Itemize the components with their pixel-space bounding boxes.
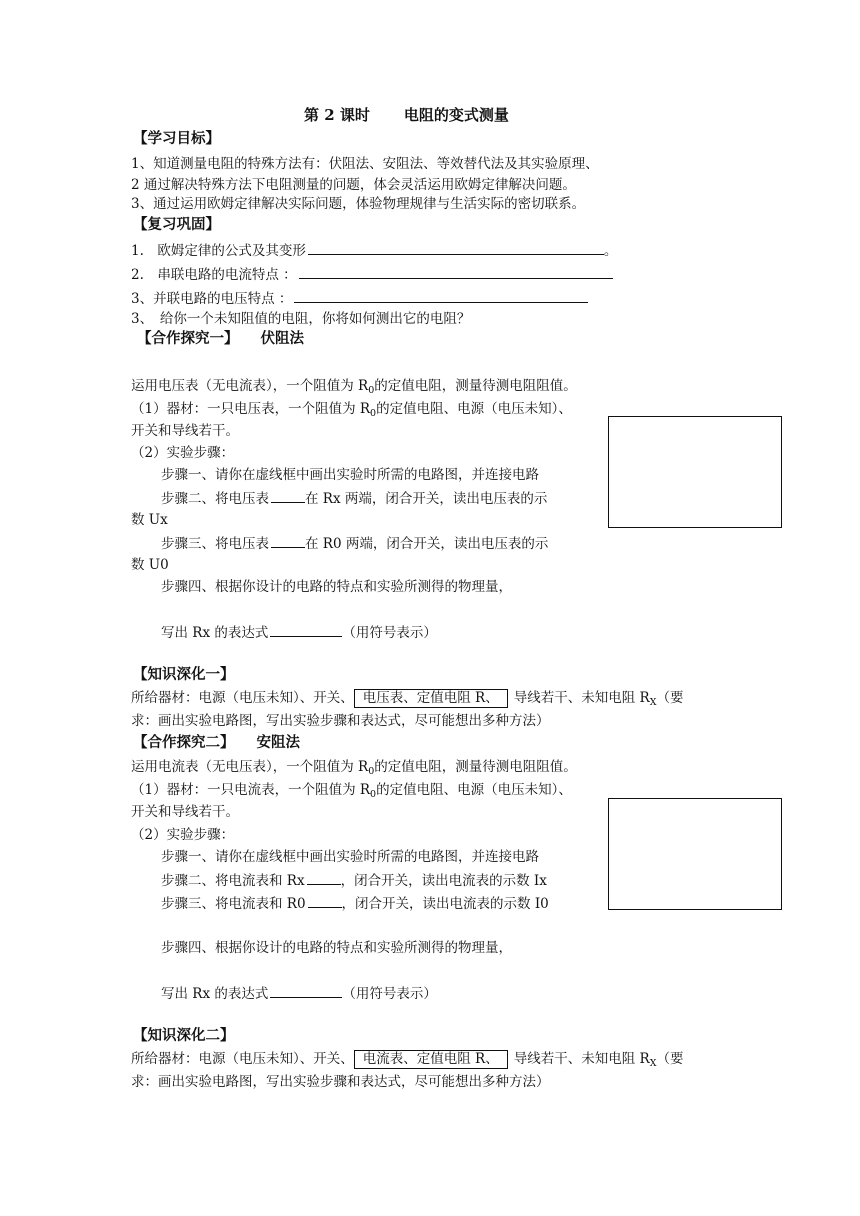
explore1-step-3 bbox=[161, 534, 548, 553]
page-title bbox=[304, 106, 509, 124]
subscript: 0 bbox=[368, 766, 375, 777]
text: 步骤三、将电流表和 R0 bbox=[161, 896, 306, 912]
text: 运用电流表（无电压表），一个阻值为 R bbox=[131, 759, 369, 775]
subscript: 0 bbox=[370, 789, 377, 800]
explore1-expression bbox=[161, 623, 437, 642]
text: 写出 Rx 的表达式 bbox=[161, 986, 269, 1002]
review-question-1 bbox=[131, 241, 617, 260]
answer-blank[interactable] bbox=[271, 534, 305, 548]
answer-blank[interactable] bbox=[308, 894, 342, 908]
goal-item: 2 通过解决特殊方法下电阻测量的问题，体会灵活运用欧姆定律解决问题。 bbox=[131, 177, 576, 193]
lesson-number: 第 2 课时 bbox=[304, 106, 370, 124]
question-text: 2. 串联电路的电流特点 ： bbox=[131, 267, 297, 283]
explore2-intro bbox=[131, 758, 577, 781]
question-text: 3、并联电路的电压特点 ： bbox=[131, 291, 293, 307]
text: 所给器材：电源（电压未知）、开关、 bbox=[131, 690, 354, 706]
explore2-expression bbox=[161, 984, 437, 1003]
text: 步骤二、将电流表和 Rx bbox=[161, 873, 305, 889]
text: （1）器材：一只电压表，一个阻值为 R bbox=[131, 401, 371, 417]
explore1-step-2-cont: 数 Ux bbox=[131, 512, 168, 528]
goal-item: 1、知道测量电阻的特殊方法有：伏阻法、安阻法、等效替代法及其实验原理、 bbox=[131, 156, 599, 172]
text: 步骤二、将电压表 bbox=[161, 491, 269, 507]
boxed-equipment: 电压表、定值电阻 R、 bbox=[354, 689, 508, 708]
text: 的定值电阻、电源（电压未知）、 bbox=[376, 401, 572, 417]
answer-blank[interactable] bbox=[308, 241, 604, 255]
text: （用符号表示） bbox=[342, 625, 437, 641]
answer-blank[interactable] bbox=[271, 489, 305, 503]
explore2-step-2 bbox=[161, 871, 547, 890]
circuit-drawing-box[interactable] bbox=[608, 798, 782, 910]
explore2-steps-label: （2）实验步骤： bbox=[131, 827, 235, 843]
text: 运用电压表（无电流表），一个阻值为 R bbox=[131, 378, 369, 394]
text: 步骤三、将电压表 bbox=[161, 536, 269, 552]
deepen2-line-1 bbox=[131, 1050, 683, 1073]
review-heading: 【复习巩固】 bbox=[133, 216, 220, 233]
deepen1-line-1 bbox=[131, 689, 683, 712]
section-title: 【合作探究一】 bbox=[137, 330, 239, 347]
goal-item: 3、通过运用欧姆定律解决实际问题，体验物理规律与生活实际的密切联系。 bbox=[131, 196, 586, 212]
deepen1-heading: 【知识深化一】 bbox=[133, 666, 235, 683]
explore1-intro bbox=[131, 377, 577, 400]
explore2-heading bbox=[133, 734, 300, 752]
question-text: 1. 欧姆定律的公式及其变形 bbox=[131, 243, 306, 259]
answer-blank[interactable] bbox=[270, 623, 342, 637]
subscript: X bbox=[649, 1058, 657, 1069]
explore1-equipment-2: 开关和导线若干。 bbox=[131, 423, 239, 439]
lesson-topic: 电阻的变式测量 bbox=[403, 106, 509, 124]
answer-blank[interactable] bbox=[270, 984, 342, 998]
method-name: 安阻法 bbox=[256, 734, 300, 751]
explore2-equipment-2: 开关和导线若干。 bbox=[131, 804, 239, 820]
text: （要 bbox=[656, 1051, 684, 1067]
explore1-step-2 bbox=[161, 489, 547, 508]
answer-blank[interactable] bbox=[294, 289, 588, 303]
subscript: 0 bbox=[370, 408, 377, 419]
text: 的定值电阻，测量待测电阻阻值。 bbox=[374, 378, 577, 394]
text: 所给器材：电源（电压未知）、开关、 bbox=[131, 1051, 354, 1067]
text: 在 R0 两端，闭合开关，读出电压表的示 bbox=[305, 536, 549, 552]
text: 的定值电阻、电源（电压未知）、 bbox=[376, 782, 572, 798]
text: （1）器材：一只电流表，一个阻值为 R bbox=[131, 782, 371, 798]
explore2-equipment bbox=[131, 781, 572, 804]
text: ，闭合开关，读出电流表的示数 I0 bbox=[341, 896, 549, 912]
explore1-equipment bbox=[131, 400, 572, 423]
deepen2-line-2: 求：画出实验电路图，写出实验步骤和表达式，尽可能想出多种方法） bbox=[131, 1074, 550, 1090]
circuit-drawing-box[interactable] bbox=[608, 416, 782, 528]
explore1-steps-label: （2）实验步骤： bbox=[131, 445, 235, 461]
text: ，闭合开关，读出电流表的示数 Ix bbox=[340, 873, 547, 889]
explore2-step-4: 步骤四、根据你设计的电路的特点和实验所测得的物理量， bbox=[161, 940, 512, 956]
text: （用符号表示） bbox=[342, 986, 437, 1002]
explore1-step-1: 步骤一、请你在虚线框中画出实验时所需的电路图，并连接电路 bbox=[161, 467, 539, 483]
answer-blank[interactable] bbox=[307, 871, 341, 885]
subscript: 0 bbox=[368, 385, 375, 396]
text: 导线若干、未知电阻 R bbox=[513, 1051, 650, 1067]
explore1-step-3-cont: 数 U0 bbox=[131, 557, 169, 573]
explore2-step-1: 步骤一、请你在虚线框中画出实验时所需的电路图，并连接电路 bbox=[161, 849, 539, 865]
review-question-3 bbox=[131, 289, 588, 308]
deepen2-heading: 【知识深化二】 bbox=[133, 1027, 235, 1044]
subscript: X bbox=[649, 697, 657, 708]
text: 在 Rx 两端，闭合开关，读出电压表的示 bbox=[305, 491, 548, 507]
answer-blank[interactable] bbox=[299, 265, 613, 279]
goals-heading: 【学习目标】 bbox=[133, 130, 220, 147]
text: 写出 Rx 的表达式 bbox=[161, 625, 269, 641]
method-name: 伏阻法 bbox=[260, 330, 304, 347]
review-question-4: 3、 给你一个未知阻值的电阻，你将如何测出它的电阻？ bbox=[131, 311, 471, 327]
text: 的定值电阻，测量待测电阻阻值。 bbox=[374, 759, 577, 775]
explore1-step-4: 步骤四、根据你设计的电路的特点和实验所测得的物理量， bbox=[161, 579, 512, 595]
text: 导线若干、未知电阻 R bbox=[513, 690, 650, 706]
deepen1-line-2: 求：画出实验电路图，写出实验步骤和表达式，尽可能想出多种方法） bbox=[131, 713, 550, 729]
explore2-step-3 bbox=[161, 894, 549, 913]
review-question-2 bbox=[131, 265, 613, 284]
section-title: 【合作探究二】 bbox=[133, 734, 235, 751]
text: （要 bbox=[656, 690, 684, 706]
period-mark: 。 bbox=[603, 243, 618, 259]
boxed-equipment: 电流表、定值电阻 R、 bbox=[354, 1050, 508, 1069]
explore1-heading bbox=[137, 330, 304, 348]
